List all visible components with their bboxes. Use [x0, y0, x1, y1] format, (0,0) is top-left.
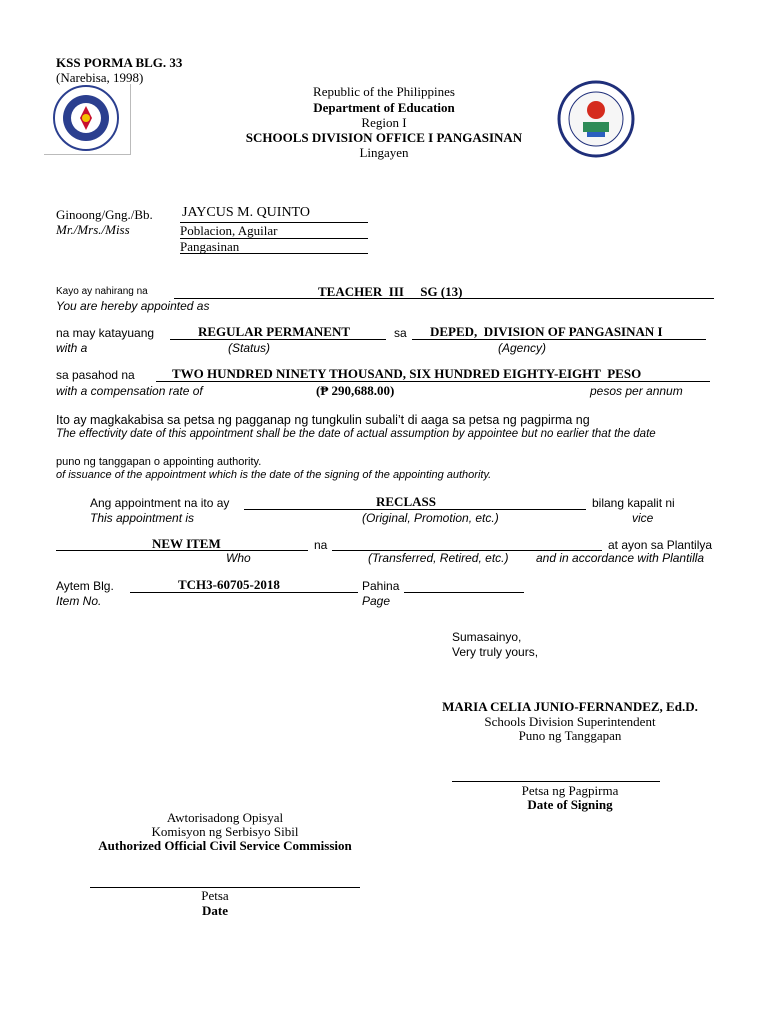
item-value: TCH3-60705-2018 [178, 577, 280, 592]
who-caption: Who [226, 551, 251, 565]
signing-date-fil: Petsa ng Pagpirma [521, 783, 619, 798]
effectivity-en: The effectivity date of this appointment shall be the date of actual assumption by appointee but no earlier that the date [56, 428, 656, 440]
agency-value: DEPED, DIVISION OF PANGASINAN I [430, 324, 663, 339]
csc-line2: Komisyon ng Serbisyo Sibil [151, 824, 299, 839]
per-annum: pesos per annum [590, 384, 683, 398]
csc-line1: Awtorisadong Opisyal [166, 810, 284, 825]
header-republic: Republic of the Philippines [313, 84, 455, 99]
item-label-fil: Aytem Blg. [56, 579, 114, 593]
form-revision: (Narebisa, 1998) [56, 70, 144, 85]
status-value: REGULAR PERMANENT [198, 324, 351, 339]
signatory-title-fil: Puno ng Tanggapan [518, 728, 622, 743]
header-city: Lingayen [359, 145, 409, 160]
authority-en: of issuance of the appointment which is the date of the signing of the appointing authority. [56, 469, 492, 481]
status-label-en: with a [56, 341, 88, 355]
vice-label-fil: bilang kapalit ni [592, 496, 675, 510]
signatory-title: Schools Division Superintendent [484, 714, 656, 729]
salary-label-fil: sa pasahod na [56, 368, 135, 382]
plantilla-label-en: and in accordance with Plantilla [536, 551, 705, 565]
nature-caption: (Original, Promotion, etc.) [362, 511, 499, 525]
page-label-en: Page [362, 594, 391, 608]
sa-label: sa [394, 326, 407, 340]
status-caption: (Status) [228, 341, 271, 355]
addressee-label-fil: Ginoong/Gng./Bb. [56, 207, 153, 222]
signing-date-en: Date of Signing [527, 797, 613, 812]
closing-fil: Sumasainyo, [452, 630, 522, 644]
page-label-fil: Pahina [362, 579, 400, 593]
transfer-caption: (Transferred, Retired, etc.) [368, 551, 509, 565]
salary-label-en: with a compensation rate of [56, 384, 203, 398]
na-label: na [314, 538, 328, 552]
addressee-address2: Pangasinan [180, 239, 240, 254]
sdo-pangasinan-seal-icon [556, 80, 636, 158]
deped-seal-icon [44, 84, 131, 155]
status-label-fil: na may katayuang [56, 326, 155, 340]
addressee-name: JAYCUS M. QUINTO [182, 205, 310, 220]
form-number: KSS PORMA BLG. 33 [56, 55, 183, 70]
signatory-name: MARIA CELIA JUNIO-FERNANDEZ, Ed.D. [442, 699, 698, 714]
who-value: NEW ITEM [152, 536, 221, 551]
authority-fil: puno ng tanggapan o appointing authority. [56, 456, 262, 468]
header-region: Region I [361, 115, 407, 130]
csc-date-en: Date [202, 903, 228, 918]
csc-date-fil: Petsa [201, 888, 229, 903]
appointed-label-fil: Kayo ay nahirang na [56, 286, 148, 297]
vice-label-en: vice [632, 511, 654, 525]
position-value: TEACHER III SG (13) [318, 284, 463, 299]
appointed-label-en: You are hereby appointed as [56, 299, 210, 313]
nature-value: RECLASS [376, 494, 436, 509]
addressee-label-en: Mr./Mrs./Miss [56, 222, 130, 237]
addressee-address1: Poblacion, Aguilar [180, 223, 278, 238]
header-department: Department of Education [313, 100, 455, 115]
nature-label-fil: Ang appointment na ito ay [90, 496, 230, 510]
csc-line3: Authorized Official Civil Service Commission [98, 838, 352, 853]
closing-en: Very truly yours, [452, 645, 539, 659]
salary-amount: (₱ 290,688.00) [316, 383, 395, 398]
nature-label-en: This appointment is [90, 511, 195, 525]
header-office: SCHOOLS DIVISION OFFICE I PANGASINAN [245, 130, 523, 145]
agency-caption: (Agency) [498, 341, 547, 355]
item-label-en: Item No. [56, 594, 102, 608]
salary-words: TWO HUNDRED NINETY THOUSAND, SIX HUNDRED EIGHTY-EIGHT PESO [172, 366, 642, 381]
effectivity-fil: Ito ay magkakabisa sa petsa ng pagganap ng tungkulin subali’t di aaga sa petsa ng pagpirma ng [56, 413, 590, 427]
plantilla-label-fil: at ayon sa Plantilya [608, 538, 713, 552]
